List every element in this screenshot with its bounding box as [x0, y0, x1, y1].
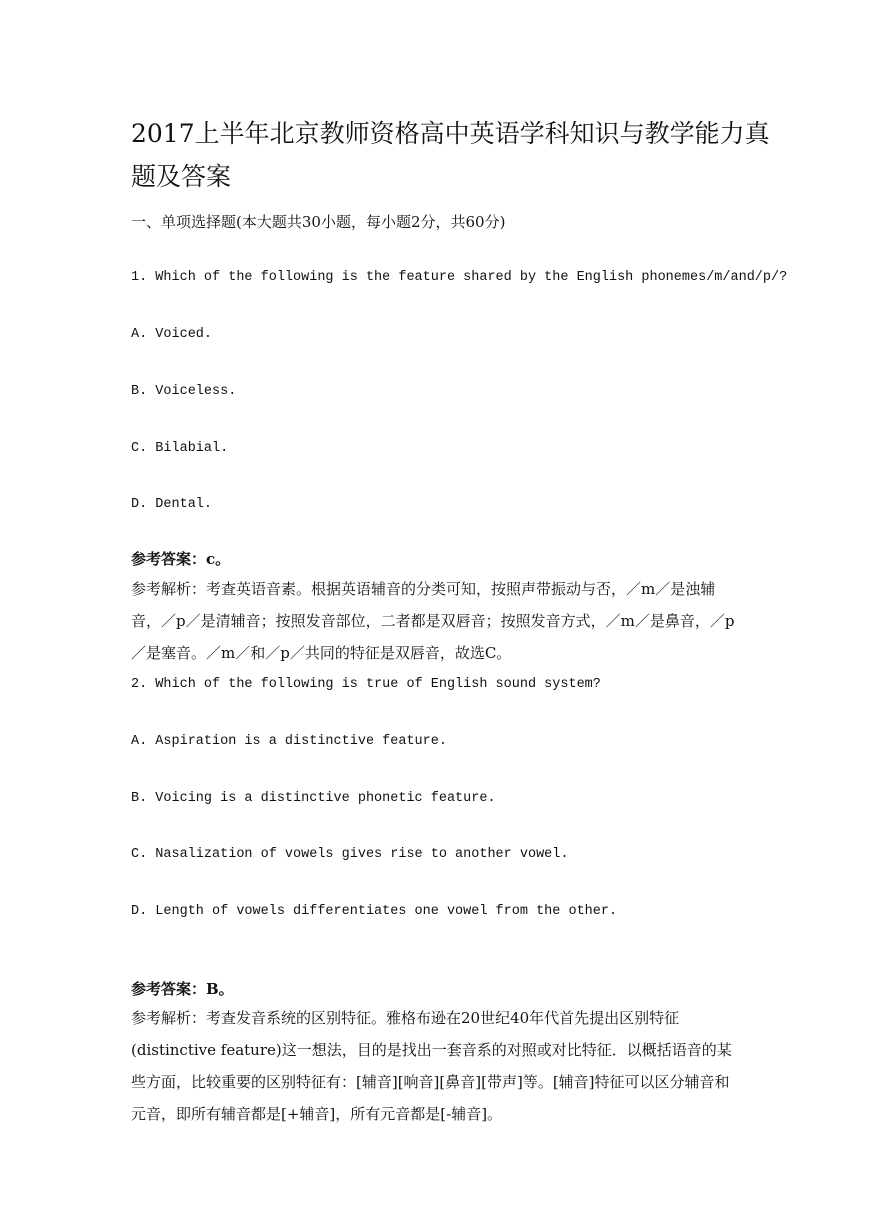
question-1-answer: 参考答案：c。: [131, 550, 231, 568]
question-1-analysis: 参考解析：考查英语音素。根据英语辅音的分类可知，按照声带振动与否，／m／是浊辅音，／p／是清辅音；按照发音部位，二者都是双唇音；按照发音方式，／m／是鼻音，／p／是塞音。／m／和／p／共同的特征是双唇音，故选C。: [131, 580, 735, 662]
question-1-option-a: A. Voiced.: [131, 327, 213, 342]
question-1-option-b: B. Voiceless.: [131, 384, 237, 399]
question-2-option-b: B. Voicing is a distinctive phonetic feature.: [131, 791, 496, 806]
section-heading: 一、单项选择题(本大题共30小题，每小题2分，共60分): [131, 213, 506, 231]
question-1-option-c: C. Bilabial.: [131, 441, 229, 456]
document-title-line-1: 2017上半年北京教师资格高中英语学科知识与教学能力真: [131, 119, 770, 148]
question-1-option-d: D. Dental.: [131, 497, 213, 512]
question-2-option-d: D. Length of vowels differentiates one vowel from the other.: [131, 904, 618, 919]
question-2-analysis: 参考解析：考查发音系统的区别特征。雅格布逊在20世纪40年代首先提出区别特征(distinctive feature)这一想法，目的是找出一套音系的对照或对比特征．以概括语音的某些方面，比较重要的区别特征有：[辅音][响音][鼻音][带声]等。[辅音]特征可以区分辅音和元音，即所有辅音都是[+辅音]，所有元音都是[-辅音]。: [131, 1009, 732, 1123]
question-2-option-a: A. Aspiration is a distinctive feature.: [131, 734, 447, 749]
question-1-text: 1. Which of the following is the feature shared by the English phonemes/m/and/p/?: [131, 270, 788, 285]
question-2-answer: 参考答案：B。: [131, 980, 234, 998]
document-title-line-2: 题及答案: [131, 162, 232, 191]
question-2-text: 2. Which of the following is true of English sound system?: [131, 677, 601, 692]
question-2-option-c: C. Nasalization of vowels gives rise to another vowel.: [131, 847, 569, 862]
